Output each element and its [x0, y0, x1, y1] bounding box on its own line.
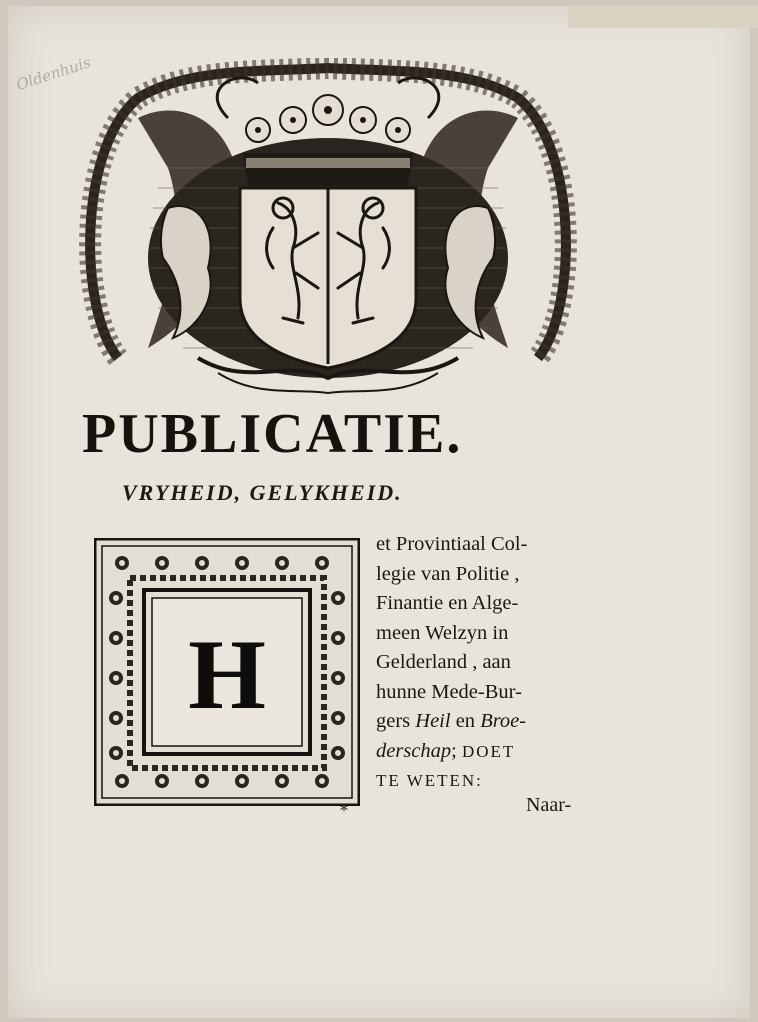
body-line: et Provintiaal Col-: [376, 533, 528, 555]
body-line: hunne Mede-Bur-: [376, 680, 522, 703]
body-line: gers Heil en Broe-: [376, 710, 527, 732]
body-line: derschap; DOET: [376, 739, 516, 762]
document-motto: VRYHEID, GELYKHEID.: [122, 480, 403, 505]
document-page: [8, 6, 750, 1018]
catchword: Naar-: [526, 794, 572, 816]
body-line: legie van Politie ,: [376, 562, 520, 585]
drop-cap-letter: H: [188, 619, 266, 730]
body-line: meen Welzyn in: [376, 621, 509, 644]
body-line: Gelderland , aan: [376, 651, 511, 673]
ornamental-drop-cap: [94, 538, 360, 806]
coat-of-arms-icon: [78, 58, 578, 400]
pencil-annotation: Oldenhuis: [14, 53, 94, 95]
body-line: Finantie en Alge-: [376, 592, 519, 614]
signature-mark: *: [340, 801, 348, 820]
document-title: PUBLICATIE.: [82, 403, 463, 465]
body-line: TE WETEN:: [376, 771, 483, 790]
body-text: [376, 530, 590, 796]
torn-paper-edge: [568, 6, 758, 28]
